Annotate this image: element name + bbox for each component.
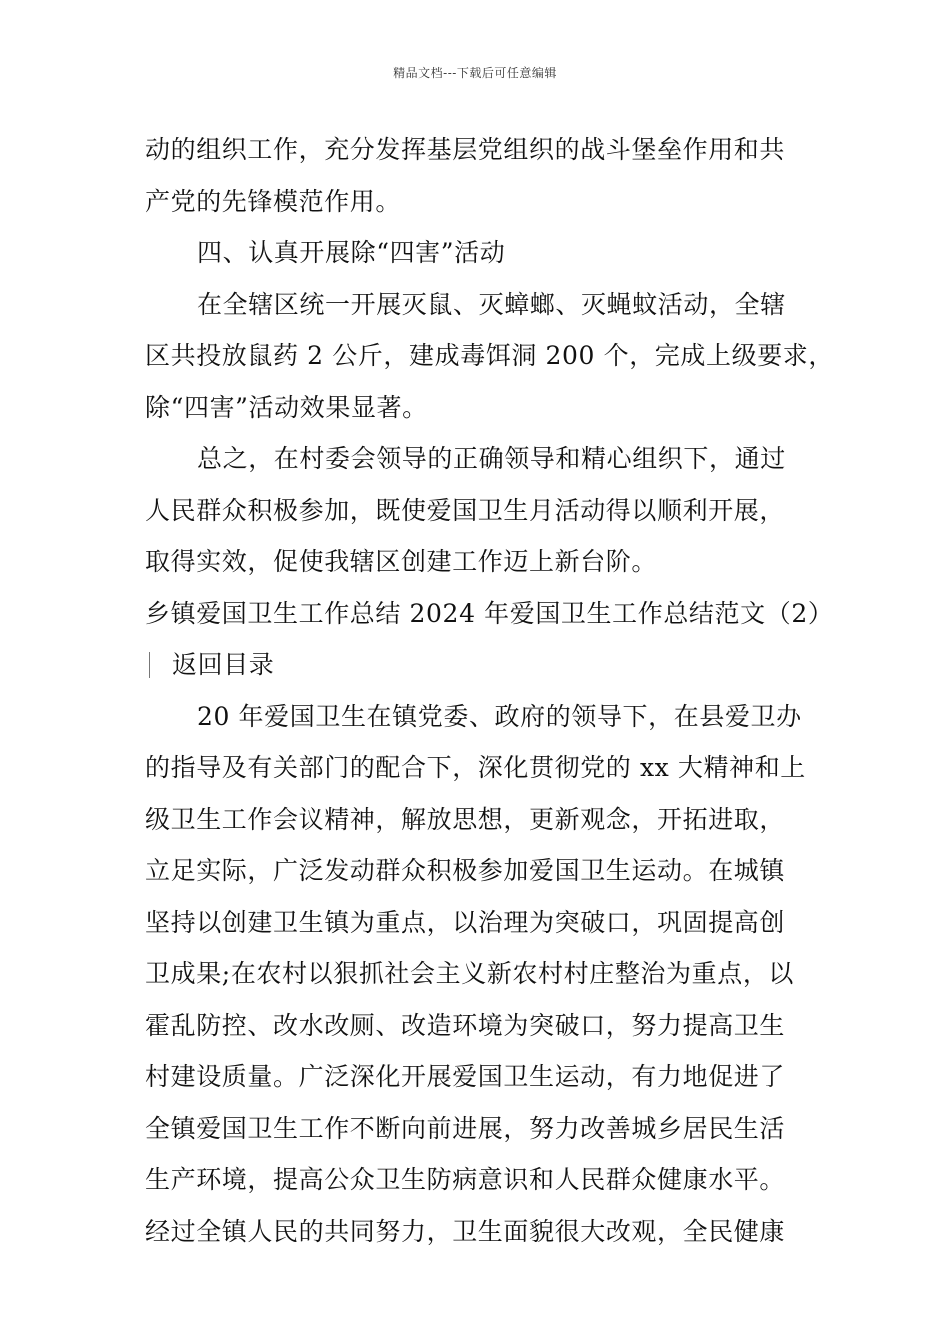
paragraph-line: 区共投放鼠药 2 公斤，建成毒饵洞 200 个，完成上级要求， (145, 341, 835, 370)
paragraph-line: 动的组织工作，充分发挥基层党组织的战斗堡垒作用和共 (145, 135, 786, 164)
paragraph-line: 人民群众积极参加，既使爱国卫生月活动得以顺利开展， (145, 495, 786, 525)
paragraph-line: 20 年爱国卫生在镇党委、政府的领导下，在县爱卫办 (197, 701, 802, 731)
paragraph-line: 取得实效，促使我辖区创建工作迈上新台阶。 (145, 547, 658, 576)
paragraph-line: 全镇爱国卫生工作不断向前进展，努力改善城乡居民生活 (145, 1113, 786, 1143)
paragraph-line: 立足实际，广泛发动群众积极参加爱国卫生运动。在城镇 (145, 856, 786, 885)
paragraph-line: 村建设质量。广泛深化开展爱国卫生运动，有力地促进了 (145, 1062, 786, 1091)
page-header: 精品文档---下载后可任意编辑 (393, 66, 557, 80)
paragraph-line: 产党的先锋模范作用。 (145, 186, 402, 216)
paragraph-line: 除“四害”活动效果显著。 (145, 392, 428, 422)
paragraph-line: 卫成果;在农村以狠抓社会主义新农村村庄整治为重点，以 (145, 959, 795, 988)
back-to-toc-link[interactable]: 返回目录 (172, 650, 275, 679)
document-body (145, 124, 835, 1257)
paragraph-line: 经过全镇人民的共同努力，卫生面貌很大改观，全民健康 (145, 1216, 786, 1246)
paragraph-line: 霍乱防控、改水改厕、改造环境为突破口，努力提高卫生 (145, 1010, 786, 1040)
paragraph-line: 级卫生工作会议精神，解放思想，更新观念，开拓进取， (145, 804, 786, 834)
paragraph-line: 坚持以创建卫生镇为重点，以治理为突破口，巩固提高创 (145, 907, 786, 937)
paragraph-line: 的指导及有关部门的配合下，深化贯彻党的 xx 大精神和上 (145, 753, 806, 782)
paragraph-line: 在全辖区统一开展灭鼠、灭蟑螂、灭蝇蚊活动，全辖 (197, 289, 786, 319)
article-title: 乡镇爱国卫生工作总结 2024 年爱国卫生工作总结范文（2） (145, 598, 834, 628)
separator-bar (149, 652, 150, 678)
paragraph-line: 总之，在村委会领导的正确领导和精心组织下，通过 (197, 444, 786, 473)
toc-link-row (145, 639, 810, 691)
paragraph-line: 生产环境，提高公众卫生防病意识和人民群众健康水平。 (145, 1165, 786, 1194)
section-heading: 四、认真开展除“四害”活动 (197, 238, 506, 267)
